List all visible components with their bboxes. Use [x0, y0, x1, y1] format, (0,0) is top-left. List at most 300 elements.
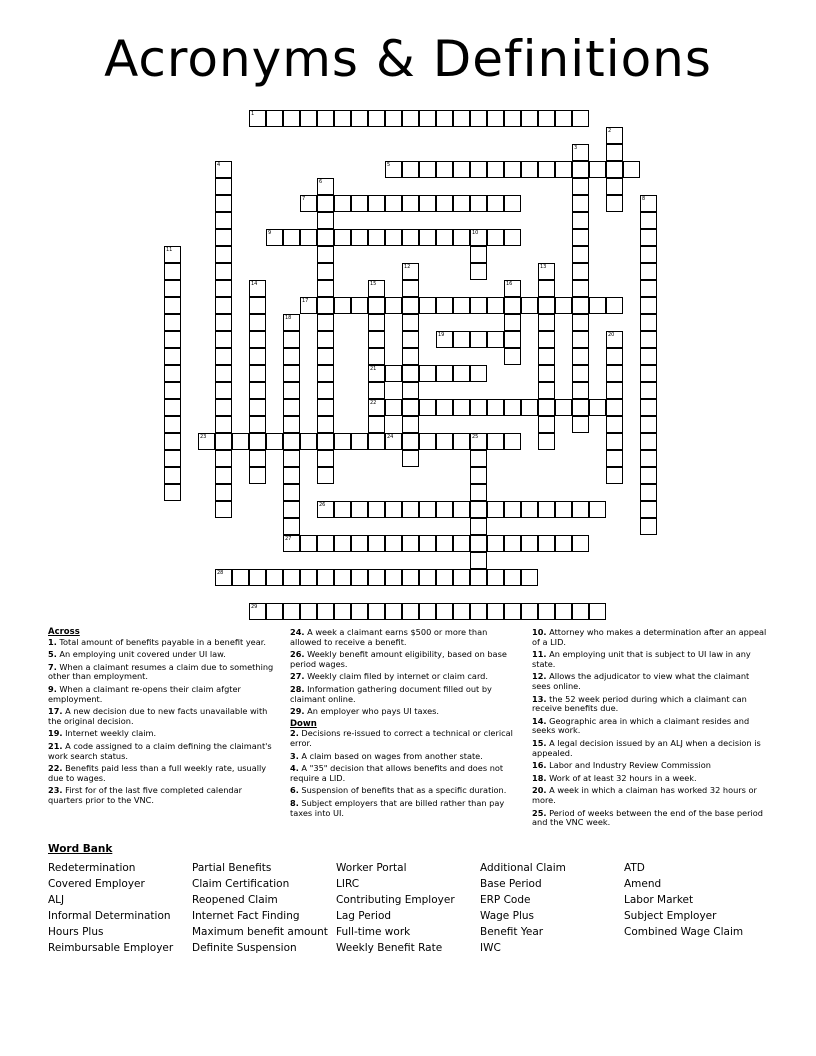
crossword-cell[interactable] [317, 416, 334, 433]
crossword-cell[interactable] [266, 229, 283, 246]
crossword-cell[interactable] [300, 603, 317, 620]
crossword-cell[interactable] [351, 297, 368, 314]
crossword-cell[interactable] [368, 433, 385, 450]
crossword-cell[interactable] [351, 229, 368, 246]
crossword-cell[interactable] [470, 484, 487, 501]
crossword-cell[interactable] [538, 110, 555, 127]
crossword-cell[interactable] [589, 603, 606, 620]
crossword-cell[interactable] [317, 365, 334, 382]
crossword-cell[interactable] [419, 501, 436, 518]
crossword-cell[interactable] [266, 433, 283, 450]
crossword-cell[interactable] [419, 603, 436, 620]
crossword-cell[interactable] [283, 569, 300, 586]
crossword-cell[interactable] [249, 297, 266, 314]
crossword-cell[interactable] [317, 535, 334, 552]
crossword-cell[interactable] [555, 535, 572, 552]
crossword-cell[interactable] [283, 110, 300, 127]
crossword-cell[interactable] [317, 178, 334, 195]
crossword-cell[interactable] [640, 280, 657, 297]
crossword-cell[interactable] [572, 212, 589, 229]
crossword-cell[interactable] [283, 416, 300, 433]
crossword-cell[interactable] [283, 518, 300, 535]
crossword-cell[interactable] [504, 195, 521, 212]
crossword-cell[interactable] [300, 297, 317, 314]
crossword-cell[interactable] [572, 110, 589, 127]
crossword-cell[interactable] [368, 382, 385, 399]
crossword-cell[interactable] [334, 603, 351, 620]
crossword-cell[interactable] [164, 450, 181, 467]
crossword-cell[interactable] [572, 246, 589, 263]
crossword-cell[interactable] [640, 229, 657, 246]
crossword-cell[interactable] [351, 569, 368, 586]
crossword-cell[interactable] [419, 365, 436, 382]
crossword-cell[interactable] [317, 399, 334, 416]
crossword-cell[interactable] [402, 569, 419, 586]
crossword-cell[interactable] [470, 552, 487, 569]
crossword-cell[interactable] [249, 416, 266, 433]
crossword-cell[interactable] [283, 348, 300, 365]
crossword-cell[interactable] [300, 110, 317, 127]
crossword-cell[interactable] [606, 161, 623, 178]
crossword-cell[interactable] [436, 195, 453, 212]
crossword-cell[interactable] [317, 467, 334, 484]
crossword-cell[interactable] [606, 399, 623, 416]
crossword-cell[interactable] [640, 416, 657, 433]
crossword-cell[interactable] [504, 569, 521, 586]
crossword-cell[interactable] [385, 433, 402, 450]
crossword-cell[interactable] [419, 229, 436, 246]
crossword-cell[interactable] [572, 314, 589, 331]
crossword-cell[interactable] [606, 178, 623, 195]
crossword-cell[interactable] [640, 246, 657, 263]
crossword-cell[interactable] [368, 280, 385, 297]
crossword-cell[interactable] [470, 433, 487, 450]
crossword-cell[interactable] [470, 195, 487, 212]
crossword-cell[interactable] [555, 501, 572, 518]
crossword-cell[interactable] [317, 110, 334, 127]
crossword-cell[interactable] [215, 416, 232, 433]
crossword-cell[interactable] [402, 280, 419, 297]
crossword-cell[interactable] [572, 603, 589, 620]
crossword-cell[interactable] [572, 144, 589, 161]
crossword-cell[interactable] [164, 331, 181, 348]
crossword-cell[interactable] [487, 195, 504, 212]
crossword-cell[interactable] [164, 416, 181, 433]
crossword-cell[interactable] [572, 263, 589, 280]
crossword-cell[interactable] [215, 450, 232, 467]
crossword-cell[interactable] [572, 178, 589, 195]
crossword-cell[interactable] [385, 603, 402, 620]
crossword-cell[interactable] [249, 365, 266, 382]
crossword-cell[interactable] [487, 399, 504, 416]
crossword-cell[interactable] [215, 195, 232, 212]
crossword-cell[interactable] [555, 603, 572, 620]
crossword-cell[interactable] [470, 246, 487, 263]
crossword-cell[interactable] [640, 484, 657, 501]
crossword-cell[interactable] [470, 467, 487, 484]
crossword-cell[interactable] [419, 297, 436, 314]
crossword-cell[interactable] [215, 484, 232, 501]
crossword-cell[interactable] [402, 331, 419, 348]
crossword-cell[interactable] [470, 450, 487, 467]
crossword-cell[interactable] [368, 314, 385, 331]
crossword-cell[interactable] [640, 195, 657, 212]
crossword-cell[interactable] [249, 433, 266, 450]
crossword-cell[interactable] [351, 535, 368, 552]
crossword-cell[interactable] [368, 297, 385, 314]
crossword-cell[interactable] [640, 212, 657, 229]
crossword-cell[interactable] [504, 280, 521, 297]
crossword-cell[interactable] [572, 535, 589, 552]
crossword-cell[interactable] [385, 161, 402, 178]
crossword-cell[interactable] [164, 433, 181, 450]
crossword-cell[interactable] [215, 212, 232, 229]
crossword-cell[interactable] [487, 535, 504, 552]
crossword-cell[interactable] [538, 416, 555, 433]
crossword-cell[interactable] [504, 348, 521, 365]
crossword-cell[interactable] [487, 297, 504, 314]
crossword-cell[interactable] [521, 535, 538, 552]
crossword-cell[interactable] [606, 127, 623, 144]
crossword-cell[interactable] [402, 535, 419, 552]
crossword-cell[interactable] [555, 110, 572, 127]
crossword-cell[interactable] [487, 501, 504, 518]
crossword-cell[interactable] [453, 161, 470, 178]
crossword-cell[interactable] [249, 603, 266, 620]
crossword-cell[interactable] [419, 535, 436, 552]
crossword-cell[interactable] [283, 501, 300, 518]
crossword-cell[interactable] [402, 297, 419, 314]
crossword-cell[interactable] [470, 365, 487, 382]
crossword-cell[interactable] [334, 297, 351, 314]
crossword-cell[interactable] [368, 535, 385, 552]
crossword-cell[interactable] [368, 331, 385, 348]
crossword-cell[interactable] [487, 569, 504, 586]
crossword-cell[interactable] [402, 416, 419, 433]
crossword-cell[interactable] [538, 297, 555, 314]
crossword-cell[interactable] [385, 399, 402, 416]
crossword-cell[interactable] [215, 569, 232, 586]
crossword-cell[interactable] [606, 195, 623, 212]
crossword-cell[interactable] [215, 297, 232, 314]
crossword-cell[interactable] [215, 263, 232, 280]
crossword-cell[interactable] [572, 416, 589, 433]
crossword-cell[interactable] [521, 569, 538, 586]
crossword-cell[interactable] [453, 399, 470, 416]
crossword-cell[interactable] [436, 399, 453, 416]
crossword-cell[interactable] [164, 484, 181, 501]
crossword-cell[interactable] [283, 365, 300, 382]
crossword-cell[interactable] [164, 297, 181, 314]
crossword-cell[interactable] [402, 161, 419, 178]
crossword-cell[interactable] [300, 569, 317, 586]
crossword-cell[interactable] [402, 382, 419, 399]
crossword-cell[interactable] [368, 603, 385, 620]
crossword-cell[interactable] [164, 467, 181, 484]
crossword-cell[interactable] [487, 161, 504, 178]
crossword-cell[interactable] [317, 450, 334, 467]
crossword-cell[interactable] [589, 161, 606, 178]
crossword-cell[interactable] [385, 195, 402, 212]
crossword-cell[interactable] [215, 501, 232, 518]
crossword-cell[interactable] [453, 195, 470, 212]
crossword-cell[interactable] [164, 348, 181, 365]
crossword-cell[interactable] [334, 110, 351, 127]
crossword-cell[interactable] [606, 450, 623, 467]
crossword-cell[interactable] [300, 433, 317, 450]
crossword-cell[interactable] [317, 382, 334, 399]
crossword-cell[interactable] [266, 569, 283, 586]
crossword-cell[interactable] [317, 569, 334, 586]
crossword-cell[interactable] [606, 416, 623, 433]
crossword-cell[interactable] [249, 280, 266, 297]
crossword-cell[interactable] [402, 450, 419, 467]
crossword-cell[interactable] [453, 433, 470, 450]
crossword-cell[interactable] [334, 195, 351, 212]
crossword-cell[interactable] [606, 382, 623, 399]
crossword-cell[interactable] [249, 348, 266, 365]
crossword-cell[interactable] [368, 348, 385, 365]
crossword-cell[interactable] [368, 416, 385, 433]
crossword-cell[interactable] [402, 314, 419, 331]
crossword-cell[interactable] [504, 229, 521, 246]
crossword-cell[interactable] [402, 603, 419, 620]
crossword-cell[interactable] [215, 280, 232, 297]
crossword-cell[interactable] [436, 297, 453, 314]
crossword-cell[interactable] [249, 450, 266, 467]
crossword-cell[interactable] [555, 399, 572, 416]
crossword-cell[interactable] [470, 229, 487, 246]
crossword-cell[interactable] [521, 399, 538, 416]
crossword-cell[interactable] [317, 195, 334, 212]
crossword-cell[interactable] [419, 399, 436, 416]
crossword-cell[interactable] [402, 229, 419, 246]
crossword-cell[interactable] [538, 161, 555, 178]
crossword-cell[interactable] [640, 348, 657, 365]
crossword-cell[interactable] [419, 569, 436, 586]
crossword-cell[interactable] [215, 467, 232, 484]
crossword-cell[interactable] [164, 280, 181, 297]
crossword-cell[interactable] [300, 535, 317, 552]
crossword-cell[interactable] [402, 348, 419, 365]
crossword-cell[interactable] [317, 314, 334, 331]
crossword-cell[interactable] [453, 110, 470, 127]
crossword-cell[interactable] [317, 433, 334, 450]
crossword-cell[interactable] [640, 518, 657, 535]
crossword-cell[interactable] [215, 314, 232, 331]
crossword-cell[interactable] [606, 348, 623, 365]
crossword-cell[interactable] [521, 110, 538, 127]
crossword-cell[interactable] [385, 229, 402, 246]
crossword-cell[interactable] [334, 501, 351, 518]
crossword-cell[interactable] [317, 603, 334, 620]
crossword-cell[interactable] [351, 501, 368, 518]
crossword-cell[interactable] [640, 382, 657, 399]
crossword-cell[interactable] [453, 569, 470, 586]
crossword-cell[interactable] [504, 331, 521, 348]
crossword-cell[interactable] [351, 603, 368, 620]
crossword-cell[interactable] [504, 399, 521, 416]
crossword-cell[interactable] [215, 161, 232, 178]
crossword-cell[interactable] [283, 331, 300, 348]
crossword-cell[interactable] [402, 399, 419, 416]
crossword-cell[interactable] [538, 365, 555, 382]
crossword-cell[interactable] [436, 433, 453, 450]
crossword-cell[interactable] [623, 161, 640, 178]
crossword-cell[interactable] [249, 399, 266, 416]
crossword-cell[interactable] [436, 331, 453, 348]
crossword-cell[interactable] [215, 382, 232, 399]
crossword-cell[interactable] [334, 229, 351, 246]
crossword-cell[interactable] [470, 297, 487, 314]
crossword-cell[interactable] [368, 110, 385, 127]
crossword-cell[interactable] [334, 535, 351, 552]
crossword-cell[interactable] [487, 603, 504, 620]
crossword-cell[interactable] [487, 229, 504, 246]
crossword-cell[interactable] [283, 484, 300, 501]
crossword-cell[interactable] [368, 569, 385, 586]
crossword-cell[interactable] [453, 297, 470, 314]
crossword-cell[interactable] [504, 297, 521, 314]
crossword-cell[interactable] [215, 348, 232, 365]
crossword-cell[interactable] [266, 110, 283, 127]
crossword-cell[interactable] [487, 331, 504, 348]
crossword-cell[interactable] [436, 110, 453, 127]
crossword-cell[interactable] [317, 246, 334, 263]
crossword-cell[interactable] [300, 195, 317, 212]
crossword-cell[interactable] [470, 603, 487, 620]
crossword-cell[interactable] [453, 603, 470, 620]
crossword-cell[interactable] [640, 501, 657, 518]
crossword-cell[interactable] [317, 501, 334, 518]
crossword-cell[interactable] [283, 450, 300, 467]
crossword-cell[interactable] [436, 603, 453, 620]
crossword-cell[interactable] [283, 467, 300, 484]
crossword-cell[interactable] [385, 501, 402, 518]
crossword-cell[interactable] [521, 161, 538, 178]
crossword-cell[interactable] [521, 501, 538, 518]
crossword-cell[interactable] [436, 535, 453, 552]
crossword-cell[interactable] [385, 569, 402, 586]
crossword-cell[interactable] [164, 246, 181, 263]
crossword-cell[interactable] [317, 348, 334, 365]
crossword-cell[interactable] [521, 297, 538, 314]
crossword-cell[interactable] [504, 535, 521, 552]
crossword-cell[interactable] [334, 569, 351, 586]
crossword-cell[interactable] [249, 314, 266, 331]
crossword-cell[interactable] [351, 195, 368, 212]
crossword-cell[interactable] [402, 433, 419, 450]
crossword-cell[interactable] [589, 399, 606, 416]
crossword-cell[interactable] [640, 467, 657, 484]
crossword-cell[interactable] [572, 399, 589, 416]
crossword-cell[interactable] [215, 246, 232, 263]
crossword-cell[interactable] [538, 535, 555, 552]
crossword-cell[interactable] [283, 229, 300, 246]
crossword-cell[interactable] [470, 399, 487, 416]
crossword-cell[interactable] [504, 314, 521, 331]
crossword-cell[interactable] [453, 365, 470, 382]
crossword-cell[interactable] [453, 535, 470, 552]
crossword-cell[interactable] [317, 263, 334, 280]
crossword-cell[interactable] [538, 433, 555, 450]
crossword-cell[interactable] [317, 297, 334, 314]
crossword-cell[interactable] [385, 535, 402, 552]
crossword-cell[interactable] [385, 110, 402, 127]
crossword-cell[interactable] [589, 297, 606, 314]
crossword-cell[interactable] [470, 569, 487, 586]
crossword-cell[interactable] [436, 229, 453, 246]
crossword-cell[interactable] [266, 603, 283, 620]
crossword-cell[interactable] [555, 161, 572, 178]
crossword-cell[interactable] [640, 297, 657, 314]
crossword-cell[interactable] [453, 331, 470, 348]
crossword-cell[interactable] [402, 195, 419, 212]
crossword-cell[interactable] [215, 399, 232, 416]
crossword-cell[interactable] [521, 603, 538, 620]
crossword-cell[interactable] [504, 603, 521, 620]
crossword-cell[interactable] [283, 535, 300, 552]
crossword-cell[interactable] [538, 501, 555, 518]
crossword-cell[interactable] [640, 450, 657, 467]
crossword-cell[interactable] [572, 331, 589, 348]
crossword-cell[interactable] [419, 161, 436, 178]
crossword-cell[interactable] [215, 331, 232, 348]
crossword-cell[interactable] [538, 399, 555, 416]
crossword-cell[interactable] [640, 365, 657, 382]
crossword-cell[interactable] [572, 382, 589, 399]
crossword-cell[interactable] [453, 501, 470, 518]
crossword-cell[interactable] [283, 399, 300, 416]
crossword-cell[interactable] [436, 569, 453, 586]
crossword-cell[interactable] [504, 433, 521, 450]
crossword-cell[interactable] [402, 365, 419, 382]
crossword-cell[interactable] [164, 399, 181, 416]
crossword-cell[interactable] [538, 314, 555, 331]
crossword-cell[interactable] [470, 263, 487, 280]
crossword-cell[interactable] [436, 501, 453, 518]
crossword-cell[interactable] [402, 263, 419, 280]
crossword-cell[interactable] [249, 569, 266, 586]
crossword-cell[interactable] [470, 161, 487, 178]
crossword-cell[interactable] [436, 161, 453, 178]
crossword-cell[interactable] [640, 331, 657, 348]
crossword-cell[interactable] [538, 382, 555, 399]
crossword-cell[interactable] [504, 110, 521, 127]
crossword-cell[interactable] [572, 365, 589, 382]
crossword-cell[interactable] [164, 382, 181, 399]
crossword-cell[interactable] [606, 467, 623, 484]
crossword-cell[interactable] [572, 161, 589, 178]
crossword-cell[interactable] [368, 229, 385, 246]
crossword-cell[interactable] [283, 433, 300, 450]
crossword-cell[interactable] [300, 229, 317, 246]
crossword-cell[interactable] [470, 535, 487, 552]
crossword-cell[interactable] [317, 331, 334, 348]
crossword-cell[interactable] [504, 161, 521, 178]
crossword-cell[interactable] [419, 195, 436, 212]
crossword-cell[interactable] [419, 433, 436, 450]
crossword-cell[interactable] [215, 178, 232, 195]
crossword-cell[interactable] [572, 280, 589, 297]
crossword-cell[interactable] [453, 229, 470, 246]
crossword-cell[interactable] [640, 314, 657, 331]
crossword-cell[interactable] [419, 110, 436, 127]
crossword-cell[interactable] [470, 501, 487, 518]
crossword-cell[interactable] [402, 110, 419, 127]
crossword-cell[interactable] [538, 348, 555, 365]
crossword-cell[interactable] [283, 314, 300, 331]
